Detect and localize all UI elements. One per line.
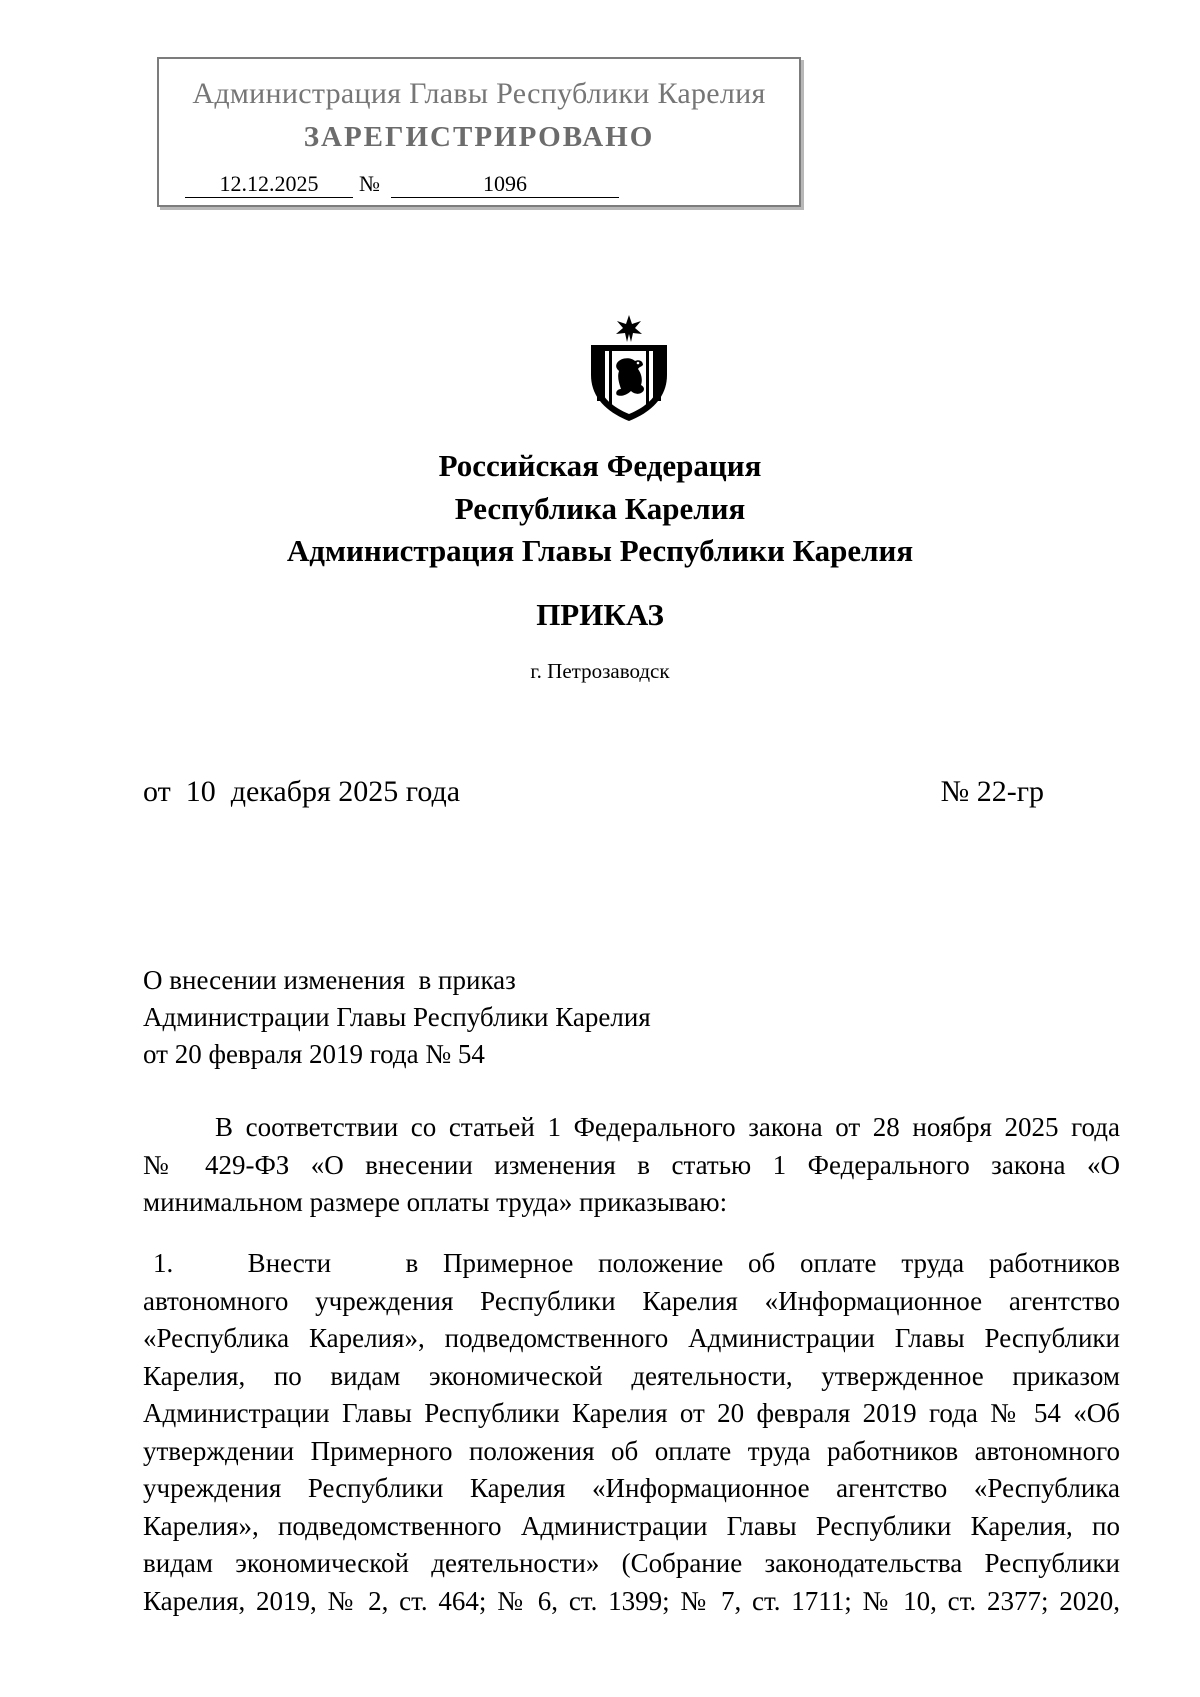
order-number: № 22-гр <box>940 775 1044 808</box>
stamp-organization: Администрация Главы Республики Карелия <box>192 77 766 110</box>
stamp-status: ЗАРЕГИСТРИРОВАНО <box>303 121 655 153</box>
order-date: от 10 декабря 2025 года <box>143 775 461 808</box>
item-line: Администрации Главы Республики Карелия от 20 февраля 2019 года № 54 «Об <box>143 1398 1120 1428</box>
preamble-paragraph <box>143 1109 1120 1222</box>
item-line: Карелия», подведомственного Администрации Главы Республики Карелия, по <box>143 1510 1120 1541</box>
item-line: автономного учреждения Республики Карелия «Информационное агентство <box>143 1285 1120 1316</box>
preamble-line: В соответствии со статьей 1 Федерального закона от 28 ноября 2025 года <box>215 1112 1120 1142</box>
item-line: «Республика Карелия», подведомственного Администрации Главы Республики <box>143 1323 1120 1353</box>
document-city: г. Петрозаводск <box>530 659 670 683</box>
item-line: видам экономической деятельности» (Собрание законодательства Республики <box>143 1548 1120 1578</box>
item-line: 1. Внести в Примерное положение об оплате труда работников <box>153 1248 1120 1278</box>
stamp-date: 12.12.2025 <box>185 171 353 198</box>
document-type: ПРИКАЗ <box>536 597 664 632</box>
stamp-number: 1096 <box>391 171 619 198</box>
item-line: Карелия, по видам экономической деятельности, утвержденное приказом <box>143 1360 1120 1391</box>
preamble-line: № 429-ФЗ «О внесении изменения в статью 1 Федерального закона «О <box>143 1149 1120 1180</box>
header-region: Республика Карелия <box>454 491 746 526</box>
item-1-paragraph <box>143 1245 1120 1620</box>
stamp-number-sign: № <box>359 171 380 196</box>
item-line: утверждении Примерного положения об оплате труда работников автономного <box>143 1435 1120 1466</box>
order-subject <box>143 962 651 1073</box>
coat-of-arms-icon <box>583 313 675 423</box>
header-authority: Администрация Главы Республики Карелия <box>286 533 914 568</box>
subject-line: О внесении изменения в приказ <box>143 965 516 995</box>
registration-stamp <box>157 57 801 207</box>
subject-line: от 20 февраля 2019 года № 54 <box>143 1039 485 1069</box>
item-line: Карелия, 2019, № 2, ст. 464; № 6, ст. 1399; № 7, ст. 1711; № 10, ст. 2377; 2020, <box>143 1585 1120 1616</box>
preamble-line: минимальном размере оплаты труда» приказываю: <box>143 1187 728 1217</box>
subject-line: Администрации Главы Республики Карелия <box>143 1002 651 1032</box>
item-line: учреждения Республики Карелия «Информационное агентство «Республика <box>143 1473 1120 1503</box>
header-country: Российская Федерация <box>438 448 762 483</box>
